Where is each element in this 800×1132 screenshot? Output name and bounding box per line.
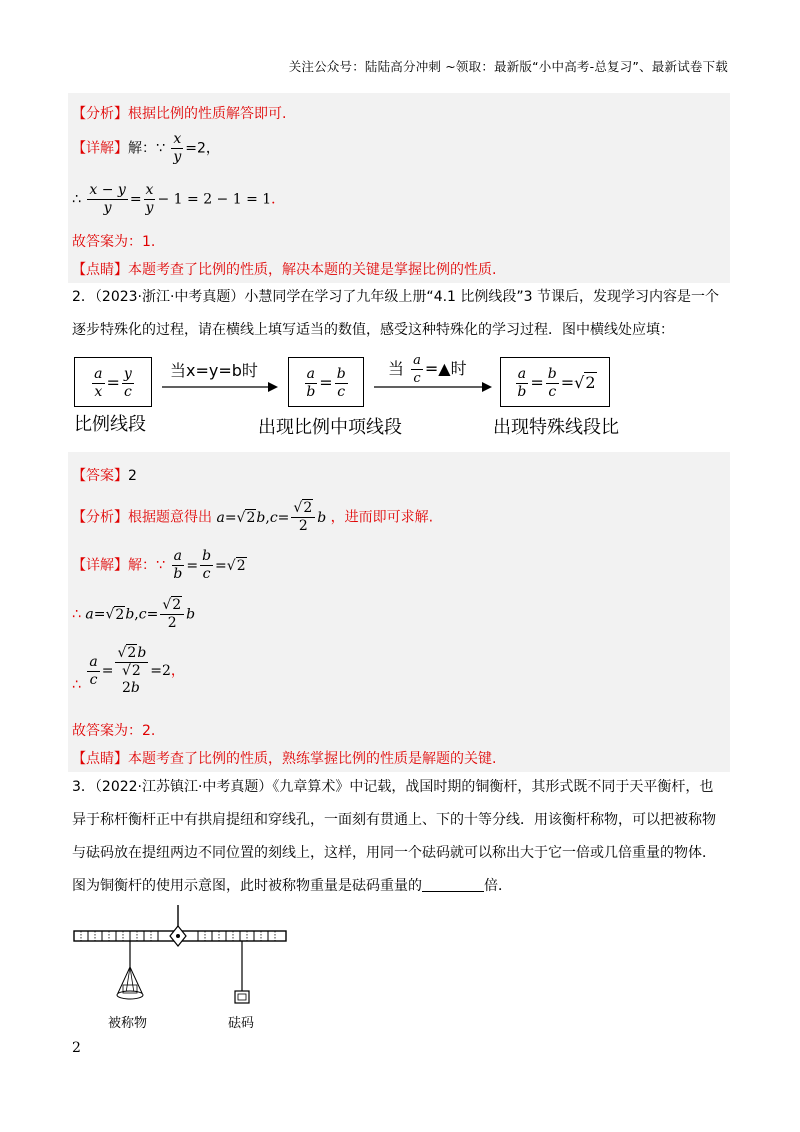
q3-stem-line1: 3．（2022·江苏镇江·中考真题）《九章算术》中记载，战国时期的铜衡杆，其形式既不同于天平衡杆，也	[72, 779, 714, 795]
q2-final: 故答案为：2.	[72, 723, 156, 739]
diagram-label-2: 出现比例中项线段	[258, 417, 402, 438]
q1-comment: 【点睛】本题考查了比例的性质，解决本题的关键是掌握比例的性质.	[72, 262, 497, 278]
q2-comment: 【点睛】本题考查了比例的性质，熟练掌握比例的性质是解题的关键.	[72, 751, 497, 767]
derivation-tail: − 1 = 2 − 1 = 1	[157, 191, 272, 208]
q1-analysis	[72, 103, 286, 123]
therefore-symbol: ∴	[72, 191, 81, 208]
page-header: 关注公众号：陆陆高分冲刺 ~领取：最新版“小中高考-总复习”、最新试卷下载	[288, 59, 728, 74]
diagram-label-3: 出现特殊线段比	[493, 417, 619, 438]
analysis-tag: 【分析】	[72, 106, 128, 122]
balance-diagram	[70, 905, 290, 1010]
arrow-2-condition: 当 $\frac{a}{c}$ =▲时	[388, 353, 467, 386]
q3-stem	[72, 771, 732, 903]
arrow-1	[160, 380, 280, 394]
q1-detail	[72, 131, 220, 166]
q2-derive-1: ∴ a=√2b,c= $\frac{√2}{2}$ b	[72, 597, 196, 631]
equals-two: =2，	[185, 140, 220, 157]
page-number: 2	[72, 1040, 81, 1056]
q2-stem-line1: 2．（2023·浙江·中考真题）小慧同学在学习了九年级上册“4.1 比例线段”3 节课后，发现学习内容是一个	[72, 289, 720, 305]
label-weight: 砝码	[228, 1016, 255, 1031]
q2-analysis: 【分析】根据题意得出 a=√2b,c= $\frac{√2}{2}$ b ，进而即可求解.	[72, 500, 434, 534]
q1-derivation: ∴ $\frac{x - y}{y}$ = $\frac{x}{y}$ − 1 = 2 − 1 = 1．	[72, 182, 286, 216]
arrow-1-condition: 当x=y=b时	[170, 361, 258, 380]
q2-derive-2: ∴ $\frac{a}{c}$ = √2b √2 2b =2，	[72, 645, 185, 696]
diagram-box-1: $\frac{a}{x}$ = $\frac{y}{c}$	[74, 357, 152, 407]
arrow-2	[372, 380, 494, 394]
analysis-text: 根据比例的性质解答即可.	[128, 106, 287, 122]
detail-prefix: 解：∵	[128, 140, 165, 157]
label-object: 被称物	[108, 1016, 148, 1031]
fraction-x-over-y-2: $\frac{x}{y}$	[145, 182, 154, 216]
q1-answer: 故答案为：1.	[72, 234, 156, 250]
q2-answer: 【答案】2	[72, 468, 137, 484]
q2-stem	[72, 281, 732, 347]
diagram-box-3: $\frac{a}{b}$ = $\frac{b}{c}$ =√2	[500, 357, 610, 407]
detail-tag: 【详解】	[72, 140, 128, 157]
answer-blank[interactable]	[422, 877, 484, 892]
q2-detail: 【详解】解：∵ $\frac{a}{b}$ = $\frac{b}{c}$ =√2	[72, 548, 246, 582]
diagram-box-2: $\frac{a}{b}$ = $\frac{b}{c}$	[288, 357, 364, 407]
q2-stem-line2: 逐步特殊化的过程，请在横线上填写适当的数值，感受这种特殊化的学习过程．图中横线处应填：	[72, 322, 674, 338]
fraction-xminusy-over-y: $\frac{x - y}{y}$	[89, 182, 126, 216]
fraction-x-over-y: $\frac{x}{y}$	[173, 131, 182, 165]
q3-stem-line3: 与砝码放在提纽两边不同位置的刻线上，这样，用同一个砝码就可以称出大于它一倍或几倍重量的物体．	[72, 845, 716, 861]
diagram-label-1: 比例线段	[74, 414, 146, 435]
q3-stem-line2: 异于称杆衡杆正中有拱肩提纽和穿线孔，一面刻有贯通上、下的十等分线．用该衡杆称物，可以把被称物	[72, 812, 716, 828]
q3-stem-line4: 图为铜衡杆的使用示意图，此时被称物重量是砝码重量的 倍．	[72, 878, 512, 894]
